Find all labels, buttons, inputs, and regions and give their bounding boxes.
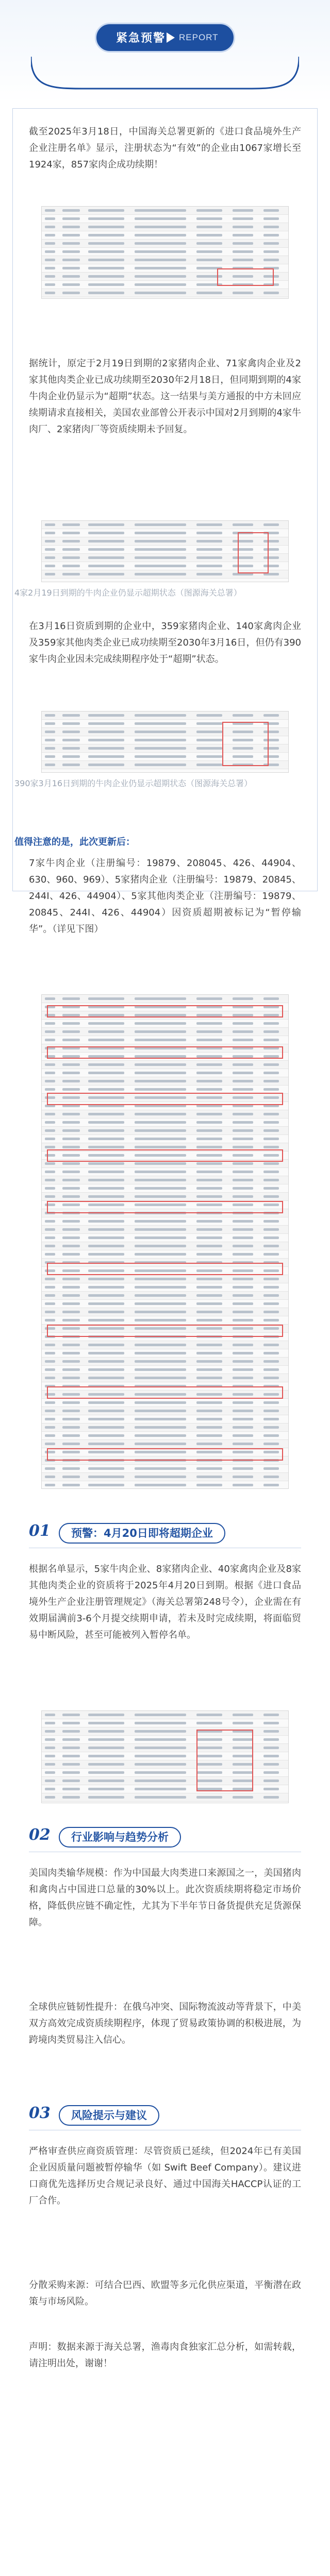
section-01-number: 01 <box>29 1522 51 1540</box>
header-badge <box>95 23 235 53</box>
section-03-title: 风险提示与建议 <box>71 2109 147 2122</box>
header-subtitle: REPORT <box>179 32 219 42</box>
section-01-paragraph: 根据名单显示，5家牛肉企业、8家猪肉企业、40家禽肉企业及8家其他肉类企业的资质将于2025年4月20日到期。根据《进口食品境外生产企业注册管理规定》（海关总署第248号令），企业需在有效期届满前3-6个月提交续期申请，若未及时完成续期，将面临贸易中断风险，甚至可能被列入暂停名单。 <box>29 1564 301 1640</box>
section-03-paragraph-1: 严格审查供应商资质管理：尽管资质已延续，但2024年已有美国企业因质量问题被暂停输华（如 Swift Beef Company）。建议进口商优先选择历史合规记录良好、通过中国海关HACCP认证的工厂合作。 <box>29 2146 301 2206</box>
section-02-paragraph-2: 全球供应链韧性提升：在俄乌冲突、国际物流波动等背景下，中美双方高效完成资质续期程序，体现了贸易政策协调的积极进展，为跨境肉类贸易注入信心。 <box>29 2002 301 2045</box>
section-02-header <box>29 1824 301 1853</box>
note-paragraph: 7家牛肉企业（注册编号：19879、208045、426、44904、630、960、969）、5家猪肉企业（注册编号：19879、20845、244I、426、44904）、5家其他肉类企业（注册编号：19879、20845、244I、426、44904）因资质超期被标记为“暂停输华”。（详见下图） <box>29 858 301 935</box>
table-screenshot-5 <box>41 1710 289 1803</box>
section-02-title-pill <box>59 1827 181 1848</box>
header-title: 紧急预警 <box>116 32 166 45</box>
section-02-paragraph-1: 美国肉类输华规模：作为中国最大肉类进口来源国之一，美国猪肉和禽肉占中国进口总量的30%以上。此次资质续期将稳定市场价格，降低供应链不确定性，尤其为下半年节日备货提供充足货源保障。 <box>29 1868 301 1928</box>
intro-paragraph-3: 在3月16日资质到期的企业中，359家猪肉企业、140家禽肉企业及359家其他肉类企业已成功续期至2030年3月16日，但仍有390家牛肉企业因未完成续期程序处于“超期”状态。 <box>29 621 301 665</box>
intro-paragraph-1: 截至2025年3月18日，中国海关总署更新的《进口食品境外生产企业注册名单》显示，注册状态为“有效”的企业由1067家增长至1924家，857家肉企成功续期！ <box>29 126 301 170</box>
header <box>0 0 330 103</box>
header-curve-decoration <box>31 57 299 93</box>
section-01-title-pill <box>59 1523 225 1544</box>
play-arrow-icon <box>167 32 175 43</box>
section-03-header <box>29 2102 301 2131</box>
section-03-title-pill <box>59 2105 159 2126</box>
section-03-statement: 声明：数据来源于海关总署，渔毒肉食独家汇总分析，如需转载，请注明出处，谢谢！ <box>29 2342 301 2369</box>
note-highlight: 值得注意的是，此次更新后： <box>14 837 135 848</box>
table-screenshot-2 <box>41 520 289 582</box>
table-screenshot-4 <box>41 994 289 1489</box>
intro-paragraph-2: 据统计，原定于2月19日到期的2家猪肉企业、71家禽肉企业及2家其他肉类企业已成功续期至2030年2月18日，但同期到期的4家牛肉企业仍显示为“超期”状态。这一结果与美方通报的中方未回应续期请求直接相关，美国农业部曾公开表示中国对2月到期的4家牛肉厂、2家猪肉厂等资质续期未予回复。 <box>29 358 301 435</box>
section-01-header <box>29 1520 301 1549</box>
caption-1: 4家2月19日到期的牛肉企业仍显示超期状态（图源海关总署） <box>14 588 242 598</box>
section-02-number: 02 <box>29 1826 51 1844</box>
caption-2: 390家3月16日到期的牛肉企业仍显示超期状态（图源海关总署） <box>14 778 253 788</box>
section-01-title: 预警：4月20日即将超期企业 <box>71 1527 213 1539</box>
section-03-paragraph-2: 分散采购来源：可结合巴西、欧盟等多元化供应渠道，平衡潜在政策与市场风险。 <box>29 2280 301 2307</box>
table-screenshot-1 <box>41 206 289 299</box>
table-screenshot-3 <box>41 711 289 773</box>
section-02-title: 行业影响与趋势分析 <box>71 1831 169 1843</box>
section-03-number: 03 <box>29 2104 51 2122</box>
